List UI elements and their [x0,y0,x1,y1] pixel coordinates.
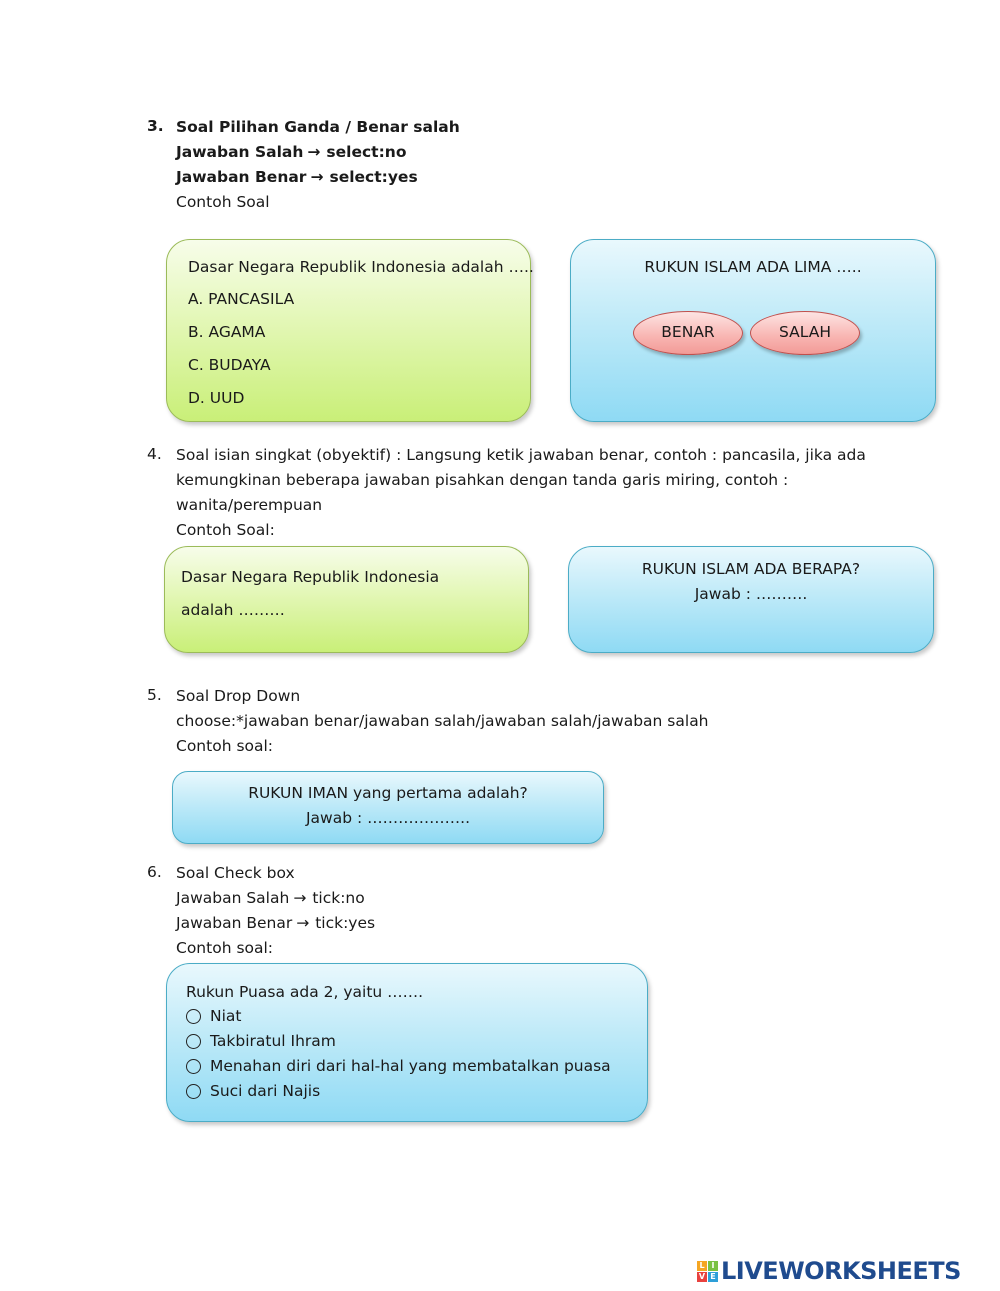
short-answer-card-2 [568,546,934,653]
option-label: Takbiratul Ihram [210,1032,336,1050]
section-3-title: Soal Pilihan Ganda / Benar salah [176,118,460,136]
section-3-benar-rule [176,165,418,190]
benar-button[interactable]: BENAR [633,311,743,355]
section-5-format: choose:*jawaban benar/jawaban salah/jawaban salah/jawaban salah [176,712,709,730]
arrow-icon: → [310,168,324,186]
mc-option-c[interactable]: C. BUDAYA [188,356,271,374]
mc-option-a[interactable]: A. PANCASILA [188,290,295,308]
section-6-title: Soal Check box [176,864,295,882]
section-6-salah-rule [176,886,365,911]
logo-letter: E [708,1272,718,1282]
section-6-example-label: Contoh soal: [176,939,274,957]
arrow-icon: → [293,889,307,907]
circle-checkbox-icon[interactable] [186,1084,201,1099]
circle-checkbox-icon[interactable] [186,1009,201,1024]
section-5-title: Soal Drop Down [176,687,301,705]
checkbox-question: Rukun Puasa ada 2, yaitu ……. [186,983,424,1001]
circle-checkbox-icon[interactable] [186,1034,201,1049]
section-3-example-label: Contoh Soal [176,193,270,211]
dropdown-select[interactable]: Jawab : ……………….. [305,809,470,827]
short-answer-question: RUKUN ISLAM ADA BERAPA? [641,560,861,578]
benar-code: select:yes [329,168,418,186]
checkbox-option-4[interactable] [186,1079,320,1104]
short-answer-card [164,546,529,653]
dropdown-question: RUKUN IMAN yang pertama adalah? [248,784,528,802]
salah-label: Jawaban Salah [176,889,290,907]
salah-code: select:no [326,143,407,161]
section-3-number: 3. [147,117,164,135]
logo-badge-icon [697,1261,718,1282]
arrow-icon: → [296,914,310,932]
section-6-benar-rule [176,911,375,936]
multiple-choice-card [166,239,534,422]
liveworksheets-logo [697,1258,961,1284]
short-answer-line-2[interactable]: adalah ……… [181,601,285,619]
logo-letter: L [697,1261,707,1271]
section-5-example-label: Contoh soal: [176,737,274,755]
option-label: Suci dari Najis [210,1082,321,1100]
section-3-salah-rule [176,140,406,165]
benar-label: Jawaban Benar [176,168,307,186]
checkbox-option-3[interactable] [186,1054,611,1079]
logo-letter: I [708,1261,718,1271]
checkbox-option-2[interactable] [186,1029,336,1054]
benar-code: tick:yes [315,914,376,932]
mc-option-d[interactable]: D. UUD [188,389,245,407]
option-label: Menahan diri dari hal-hal yang membatalkan puasa [210,1057,611,1075]
short-answer-line-1: Dasar Negara Republik Indonesia [181,568,440,586]
mc-question: Dasar Negara Republik Indonesia adalah ….. [188,258,534,276]
checkbox-option-1[interactable] [186,1004,241,1029]
mc-option-b[interactable]: B. AGAMA [188,323,266,341]
section-6-number: 6. [147,863,162,881]
option-label: Niat [210,1007,242,1025]
dropdown-card [172,771,604,844]
circle-checkbox-icon[interactable] [186,1059,201,1074]
benar-label: Jawaban Benar [176,914,293,932]
true-false-card [570,239,936,422]
arrow-icon: → [307,143,321,161]
salah-label: Jawaban Salah [176,143,304,161]
section-4-example-label: Contoh Soal: [176,521,275,539]
section-4-line-2: kemungkinan beberapa jawaban pisahkan dengan tanda garis miring, contoh : [176,471,789,489]
logo-text: LIVEWORKSHEETS [721,1257,961,1285]
section-4-number: 4. [147,445,162,463]
tf-question: RUKUN ISLAM ADA LIMA ….. [644,258,862,276]
salah-code: tick:no [312,889,365,907]
section-5-number: 5. [147,686,162,704]
short-answer-input[interactable]: Jawab : ………. [694,585,808,603]
logo-letter: V [698,1271,706,1281]
section-4-line-3: wanita/perempuan [176,496,323,514]
section-4-line-1: Soal isian singkat (obyektif) : Langsung ketik jawaban benar, contoh : pancasila, jika ada [176,446,866,464]
salah-button[interactable]: SALAH [750,311,860,355]
